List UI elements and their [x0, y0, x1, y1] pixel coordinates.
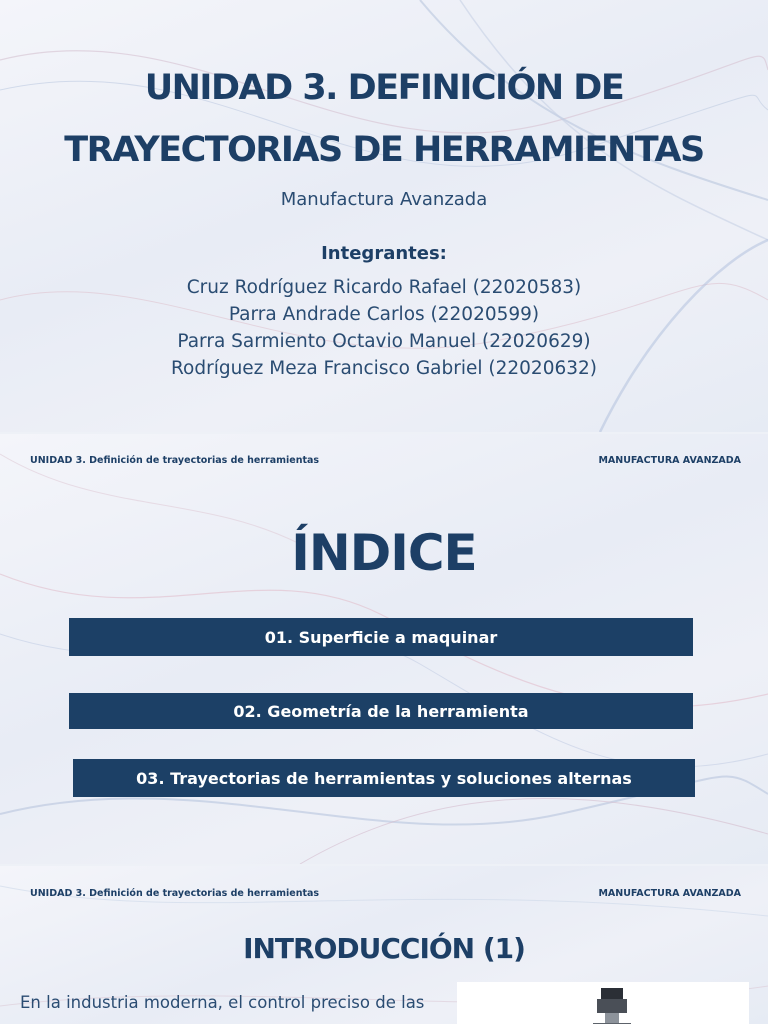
member-item: Parra Andrade Carlos (22020599): [228, 304, 540, 325]
cover-slide: [0, 0, 768, 432]
member-item: Parra Sarmiento Octavio Manuel (22020629): [177, 331, 591, 352]
title-line-1: UNIDAD 3. DEFINICIÓN DE: [144, 68, 624, 108]
header-left: UNIDAD 3. Definición de trayectorias de herramientas: [30, 455, 320, 466]
intro-slide: [0, 866, 768, 1024]
index-item-geometry[interactable]: 02. Geometría de la herramienta: [69, 693, 693, 729]
intro-text: En la industria moderna, el control preciso de las: [20, 993, 425, 1012]
member-item: Cruz Rodríguez Ricardo Rafael (22020583): [186, 277, 582, 298]
member-item: Rodríguez Meza Francisco Gabriel (22020632): [171, 358, 597, 379]
title-line-2: TRAYECTORIAS DE HERRAMIENTAS: [64, 130, 704, 170]
header-right: MANUFACTURA AVANZADA: [598, 455, 741, 466]
header-right: MANUFACTURA AVANZADA: [598, 888, 741, 899]
intro-title: INTRODUCCIÓN (1): [243, 932, 525, 965]
members-heading: Integrantes:: [321, 243, 447, 264]
header-left: UNIDAD 3. Definición de trayectorias de herramientas: [30, 888, 320, 899]
subtitle: Manufactura Avanzada: [280, 189, 488, 210]
members-list: [0, 274, 768, 382]
index-item-trajectories[interactable]: 03. Trayectorias de herramientas y soluciones alternas: [73, 759, 695, 797]
index-slide: [0, 434, 768, 864]
cnc-machine-image: [457, 982, 749, 1024]
index-item-surface[interactable]: 01. Superficie a maquinar: [69, 618, 693, 656]
index-title: ÍNDICE: [291, 524, 477, 582]
